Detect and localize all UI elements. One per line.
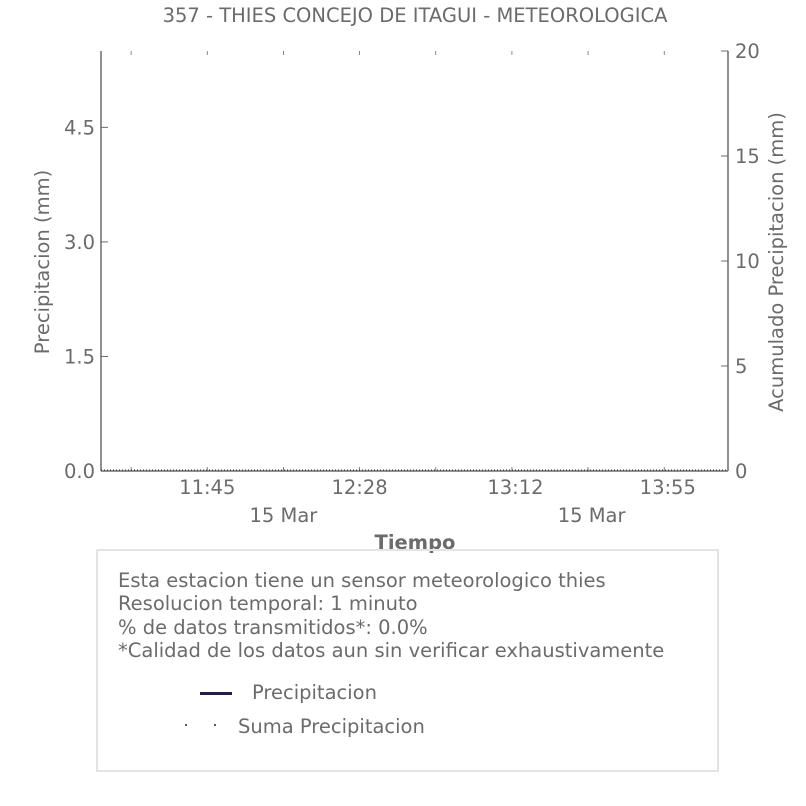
y2-tick-label: 15 [735, 145, 760, 168]
x-tick-label: 13:12 [487, 476, 544, 499]
legend-swatch-suma [182, 718, 232, 732]
info-line-sensor: Esta estacion tiene un sensor meteorologico thies [118, 569, 606, 592]
info-line-quality: *Calidad de los datos aun sin verificar exhaustivamente [118, 639, 665, 662]
legend-label-precipitacion: Precipitacion [252, 681, 377, 704]
x-tick-date-label: 15 Mar [557, 504, 626, 527]
y-tick-label: 0.0 [63, 460, 95, 483]
y2-tick-label: 0 [735, 460, 748, 483]
y-tick-label: 3.0 [63, 230, 95, 254]
info-line-resolution: Resolucion temporal: 1 minuto [118, 592, 418, 615]
info-line-transmitted: % de datos transmitidos*: 0.0% [118, 616, 428, 639]
x-axis-label: Tiempo [374, 531, 456, 554]
chart-title: 357 - THIES CONCEJO DE ITAGUI - METEOROLOGICA [162, 4, 668, 27]
y-axis-label: Precipitacion (mm) [31, 169, 54, 355]
x-tick-label: 12:28 [331, 476, 388, 499]
legend-label-suma: Suma Precipitacion [238, 715, 425, 738]
x-tick-label: 13:55 [639, 476, 696, 499]
y2-tick-label: 20 [735, 40, 760, 63]
y2-axis-label: Acumulado Precipitacion (mm) [765, 112, 788, 412]
x-ticks [131, 51, 696, 527]
info-box [96, 549, 719, 772]
x-tick-date-label: 15 Mar [249, 504, 318, 527]
legend-swatch-precipitacion [200, 692, 232, 695]
y2-tick-label: 10 [735, 250, 760, 273]
right-y-ticks [721, 40, 760, 483]
y-tick-label: 1.5 [63, 345, 95, 369]
y2-tick-label: 5 [735, 355, 748, 378]
y-tick-label: 4.5 [63, 116, 95, 140]
x-tick-label: 11:45 [179, 476, 236, 499]
